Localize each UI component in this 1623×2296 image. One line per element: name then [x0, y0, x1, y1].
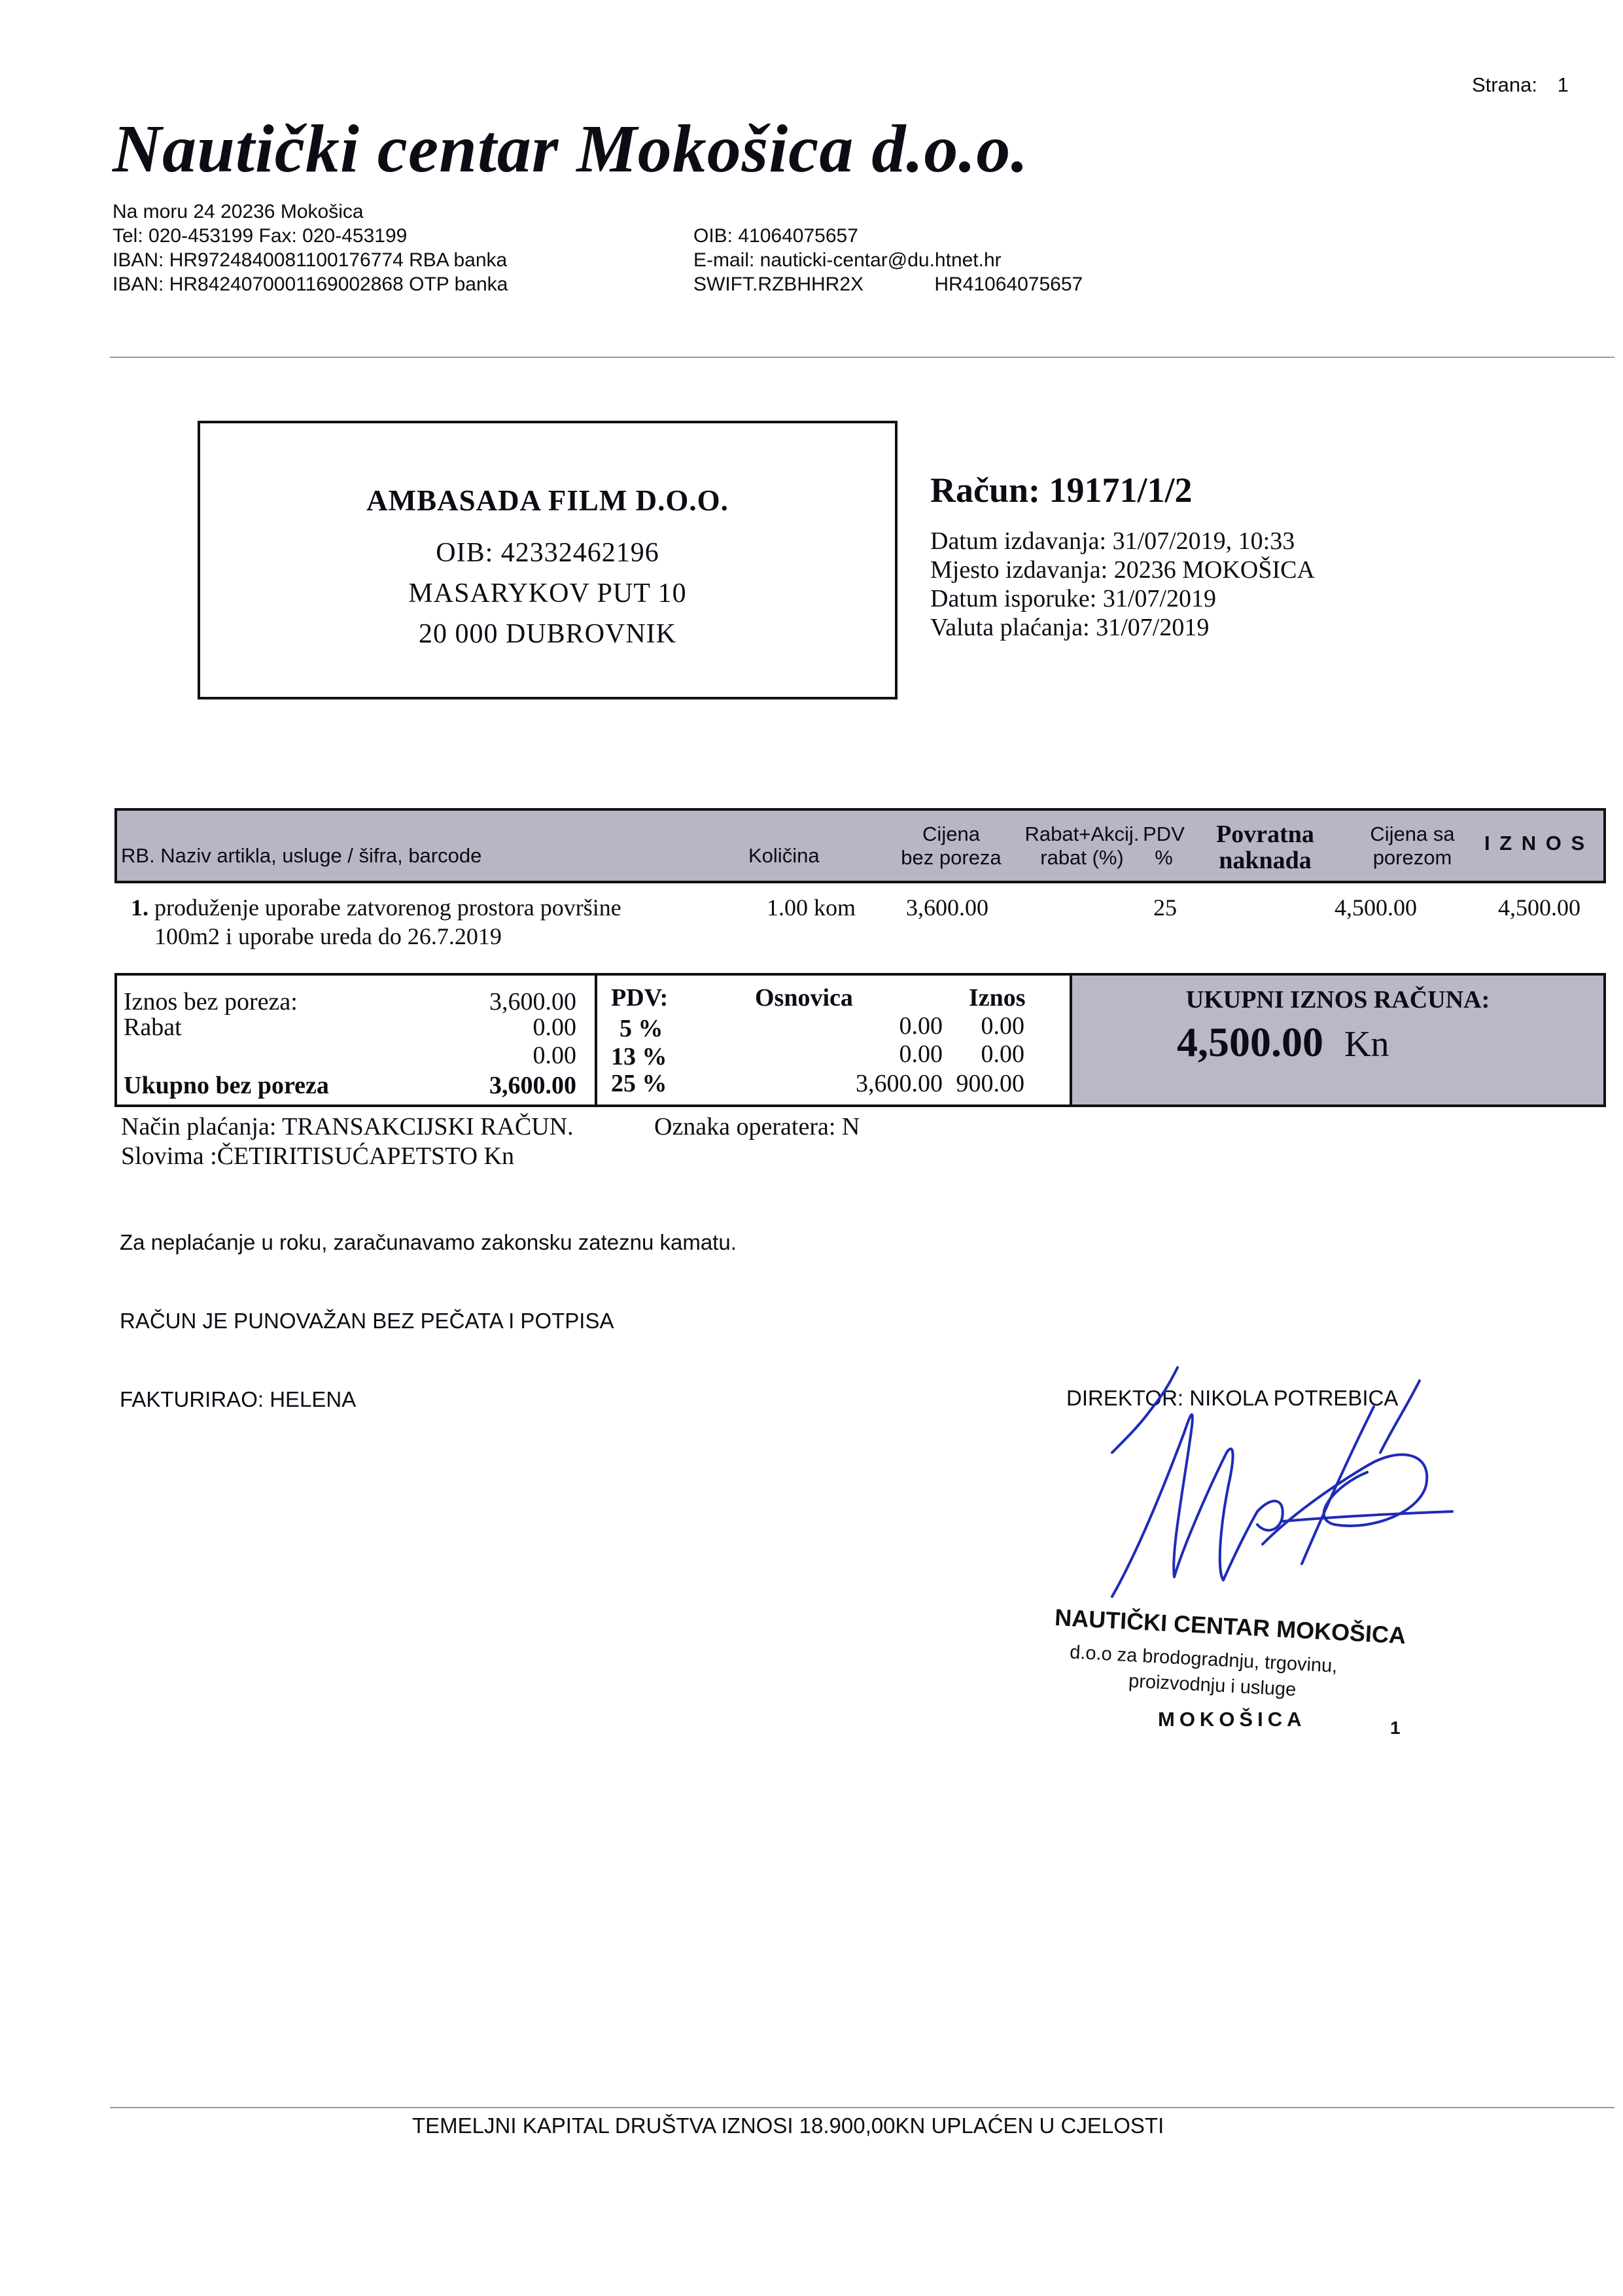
col-header-discount-l2: rabat (%) — [1040, 846, 1124, 869]
issue-date: 31/07/2019, 10:33 — [1112, 527, 1295, 555]
page-indicator — [1472, 73, 1569, 97]
items-table-header — [114, 808, 1606, 883]
company-email: E-mail: nauticki-centar@du.htnet.hr — [693, 249, 1002, 271]
due-label: Valuta plaćanja: — [930, 614, 1090, 641]
page-label: Strana: — [1472, 73, 1537, 96]
stamp-line-4: MOKOŠICA — [1158, 1708, 1306, 1731]
col-header-qty: Količina — [748, 844, 820, 867]
vat-rate-25: 25 % — [611, 1070, 667, 1097]
grand-total-line — [1177, 1018, 1389, 1067]
row-number: 1. — [131, 894, 148, 921]
totals-separator-2 — [1070, 976, 1072, 1104]
col-header-price-l1: Cijena — [922, 822, 980, 845]
stamp-line-3: proizvodnju i usluge — [1128, 1670, 1297, 1701]
vat-header: PDV: — [611, 984, 669, 1012]
grand-total-label: UKUPNI IZNOS RAČUNA: — [1185, 986, 1490, 1014]
late-interest-note: Za neplaćanje u roku, zaračunavamo zakonsku zateznu kamatu. — [120, 1230, 737, 1254]
place-row — [930, 556, 1315, 584]
col-header-discount-l1: Rabat+Akcij. — [1024, 822, 1140, 845]
col-header-fee-l1: Povratna — [1216, 821, 1314, 848]
stamp-line-2: d.o.o za brodogradnju, trgovinu, — [1069, 1642, 1338, 1677]
col-header-item: RB. Naziv artikla, usluge / šifra, barcode — [121, 844, 482, 867]
director-name: DIREKTOR: NIKOLA POTREBICA — [1066, 1386, 1399, 1410]
vat-amount-13: 0.00 — [981, 1040, 1024, 1068]
grand-total-currency: Kn — [1344, 1024, 1389, 1065]
vat-base-5: 0.00 — [899, 1012, 943, 1040]
row-vat: 25 — [1153, 894, 1177, 921]
due-row — [930, 613, 1315, 642]
customer-name: AMBASADA FILM D.O.O. — [366, 484, 729, 517]
company-swift-line — [693, 272, 1083, 296]
total-net-value: 3,600.00 — [489, 1072, 576, 1099]
company-phone: Tel: 020-453199 Fax: 020-453199 — [113, 225, 408, 247]
issue-date-label: Datum izdavanja: — [930, 527, 1107, 555]
due-date: 31/07/2019 — [1096, 614, 1210, 641]
vat-rate-5: 5 % — [620, 1015, 663, 1042]
delivery-label: Datum isporuke: — [930, 585, 1097, 612]
amount-in-words: Slovima :ČETIRITISUĆAPETSTO Kn — [121, 1142, 514, 1170]
grand-total-panel — [1072, 976, 1603, 1104]
vat-base-13: 0.00 — [899, 1040, 943, 1068]
validity-note: RAČUN JE PUNOVAŽAN BEZ PEČATA I POTPISA — [120, 1309, 614, 1333]
vat-amount-25: 900.00 — [956, 1070, 1024, 1097]
totals-separator-1 — [595, 976, 597, 1104]
col-header-gross-l2: porezom — [1372, 846, 1452, 869]
vat-base-25: 3,600.00 — [856, 1070, 943, 1097]
other-value: 0.00 — [532, 1042, 576, 1069]
company-vat-id: HR41064075657 — [934, 274, 1083, 295]
col-header-vat-l1: PDV — [1143, 822, 1185, 845]
row-gross: 4,500.00 — [1335, 894, 1417, 921]
place-label: Mjesto izdavanja: — [930, 556, 1108, 584]
footer-capital-note: TEMELJNI KAPITAL DRUŠTVA IZNOSI 18.900,00KN UPLAĆEN U CJELOSTI — [412, 2113, 1164, 2138]
col-header-price — [879, 822, 1023, 870]
footer-divider — [110, 2107, 1614, 2108]
company-address: Na moru 24 20236 Mokošica — [113, 201, 364, 222]
customer-box — [198, 421, 898, 699]
col-header-amount: I Z N O S — [1484, 832, 1587, 855]
invoice-title: Račun: 19171/1/2 — [930, 470, 1193, 510]
company-ids-block — [693, 224, 1083, 296]
col-header-price-l2: bez poreza — [901, 846, 1002, 869]
grand-total-amount: 4,500.00 — [1177, 1019, 1323, 1065]
customer-street: MASARYKOV PUT 10 — [408, 578, 687, 609]
invoice-meta — [930, 527, 1315, 642]
company-swift: SWIFT.RZBHHR2X — [693, 274, 864, 295]
payment-method: Način plaćanja: TRANSAKCIJSKI RAČUN. — [121, 1113, 574, 1140]
net-label: Iznos bez poreza: — [124, 988, 298, 1016]
vat-rate-13: 13 % — [611, 1043, 667, 1070]
row-desc-line1 — [131, 894, 621, 921]
page-number: 1 — [1557, 73, 1569, 96]
row-description: produženje uporabe zatvorenog prostora površine — [154, 894, 621, 921]
base-header: Osnovica — [755, 984, 853, 1012]
customer-oib: OIB: 42332462196 — [436, 538, 659, 568]
col-header-vat-l2: % — [1155, 846, 1173, 869]
net-value: 3,600.00 — [489, 988, 576, 1016]
row-amount: 4,500.00 — [1498, 894, 1580, 921]
discount-value: 0.00 — [532, 1014, 576, 1041]
col-header-fee — [1203, 821, 1327, 874]
company-iban-1: IBAN: HR9724840081100176774 RBA banka — [113, 249, 508, 271]
issue-date-row — [930, 527, 1315, 556]
discount-label: Rabat — [124, 1014, 182, 1041]
total-net-label: Ukupno bez poreza — [124, 1072, 329, 1099]
vat-amount-5: 0.00 — [981, 1012, 1024, 1040]
director-signature — [1086, 1354, 1478, 1616]
delivery-row — [930, 584, 1315, 613]
row-qty: 1.00 kom — [767, 894, 856, 921]
totals-box — [114, 973, 1606, 1107]
col-header-vat — [1128, 822, 1200, 870]
place: 20236 MOKOŠICA — [1113, 556, 1315, 584]
stamp-number: 1 — [1390, 1718, 1401, 1738]
row-price: 3,600.00 — [906, 894, 988, 921]
vat-amount-header: Iznos — [969, 984, 1026, 1012]
col-header-gross — [1327, 822, 1497, 870]
header-divider — [110, 357, 1614, 358]
company-iban-2: IBAN: HR8424070001169002868 OTP banka — [113, 274, 508, 295]
row-description-2: 100m2 i uporabe ureda do 26.7.2019 — [154, 923, 502, 949]
company-name: Nautički centar Mokošica d.o.o. — [113, 111, 1029, 186]
stamp-line-1: NAUTIČKI CENTAR MOKOŠICA — [1054, 1603, 1407, 1650]
col-header-gross-l1: Cijena sa — [1370, 822, 1455, 845]
company-oib: OIB: 41064075657 — [693, 225, 858, 247]
issued-by: FAKTURIRAO: HELENA — [120, 1387, 357, 1411]
operator-code: Oznaka operatera: N — [654, 1113, 860, 1140]
col-header-fee-l2: naknada — [1219, 847, 1312, 874]
delivery-date: 31/07/2019 — [1102, 585, 1216, 612]
customer-city: 20 000 DUBROVNIK — [419, 619, 676, 649]
company-address-block — [113, 200, 508, 296]
